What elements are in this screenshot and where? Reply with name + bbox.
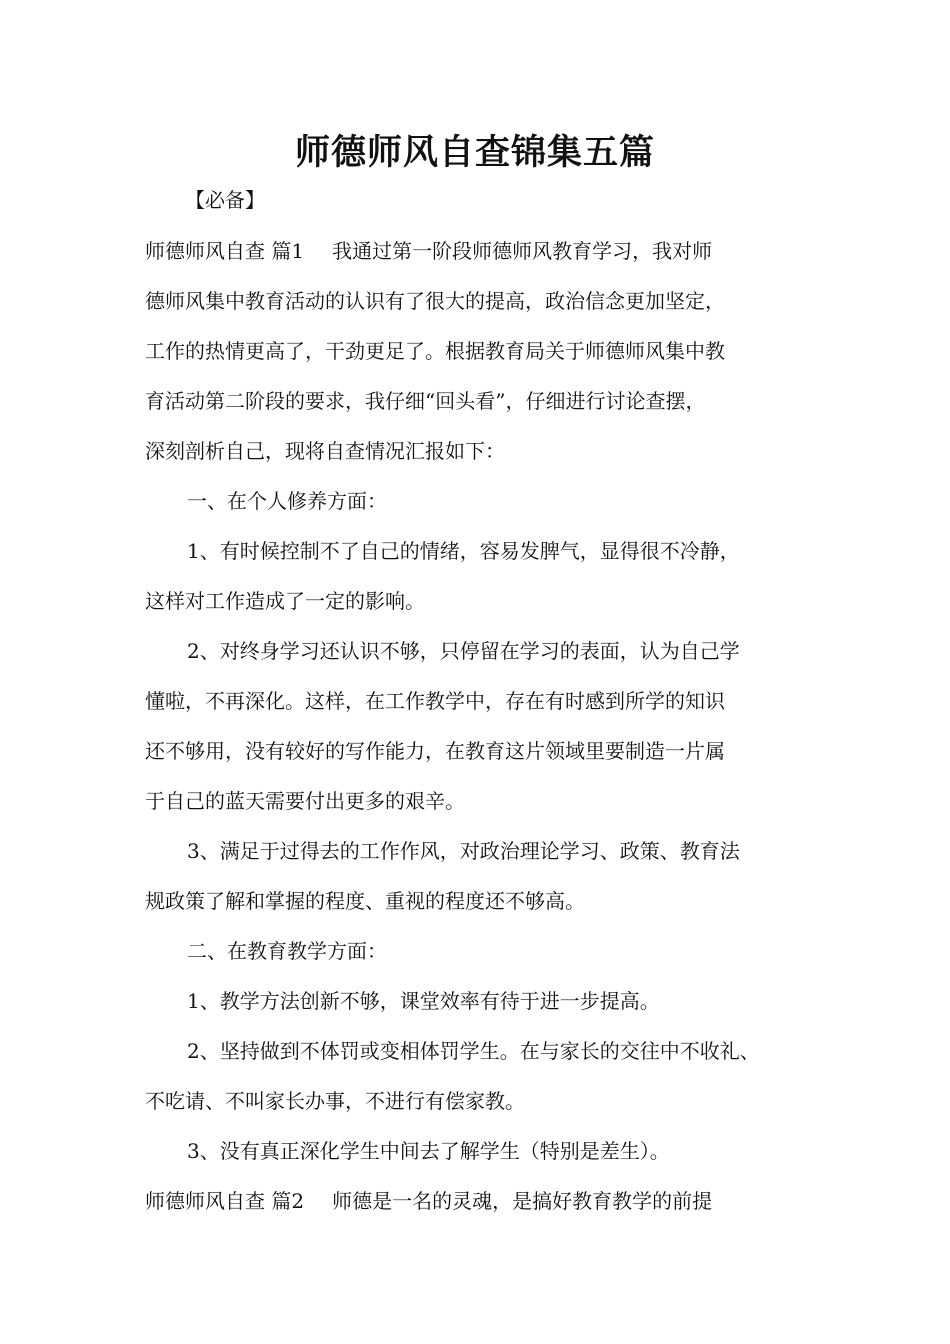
section-1-first-line bbox=[145, 234, 712, 268]
paragraph-line: 我通过第一阶段师德师风教育学习，我对师 bbox=[332, 239, 713, 263]
paragraph-line: 德师风集中教育活动的认识有了很大的提高，政治信念更加坚定， bbox=[145, 289, 725, 313]
paragraph-line: 这样对工作造成了一定的影响。 bbox=[145, 589, 425, 613]
section-2-first-line bbox=[145, 1184, 712, 1218]
paragraph-line: 深刻剖析自己，现将自查情况汇报如下： bbox=[145, 439, 505, 463]
paragraph-line: 师德是一名的灵魂，是搞好教育教学的前提 bbox=[332, 1189, 713, 1213]
paragraph-line: 2、对终身学习还认识不够，只停留在学习的表面，认为自己学 bbox=[187, 639, 740, 663]
part-heading: 一、在个人修养方面： bbox=[187, 489, 387, 513]
paragraph-line: 还不够用，没有较好的写作能力，在教育这片领域里要制造一片属 bbox=[145, 739, 725, 763]
document-subtitle: 【必备】 bbox=[185, 188, 265, 212]
paragraph-line: 育活动第二阶段的要求，我仔细“回头看”，仔细进行讨论查摆， bbox=[145, 389, 706, 413]
paragraph-line: 工作的热情更高了，干劲更足了。根据教育局关于师德师风集中教 bbox=[145, 339, 725, 363]
paragraph-line: 3、没有真正深化学生中间去了解学生（特别是差生）。 bbox=[187, 1139, 670, 1163]
paragraph-line: 规政策了解和掌握的程度、重视的程度还不够高。 bbox=[145, 889, 585, 913]
paragraph-line: 于自己的蓝天需要付出更多的艰辛。 bbox=[145, 789, 465, 813]
paragraph-line: 1、有时候控制不了自己的情绪，容易发脾气，显得很不冷静， bbox=[187, 539, 740, 563]
paragraph-line: 3、满足于过得去的工作作风，对政治理论学习、政策、教育法 bbox=[187, 839, 740, 863]
part-heading: 二、在教育教学方面： bbox=[187, 939, 387, 963]
paragraph-line: 懂啦，不再深化。这样，在工作教学中，存在有时感到所学的知识 bbox=[145, 689, 725, 713]
document-title: 师德师风自查锦集五篇 bbox=[294, 133, 655, 173]
section-heading: 师德师风自查 篇2 bbox=[145, 1189, 305, 1213]
paragraph-line: 1、教学方法创新不够，课堂效率有待于进一步提高。 bbox=[187, 989, 660, 1013]
paragraph-line: 2、坚持做到不体罚或变相体罚学生。在与家长的交往中不收礼、 bbox=[187, 1039, 760, 1063]
paragraph-line: 不吃请、不叫家长办事，不进行有偿家教。 bbox=[145, 1089, 525, 1113]
section-heading: 师德师风自查 篇1 bbox=[145, 239, 305, 263]
